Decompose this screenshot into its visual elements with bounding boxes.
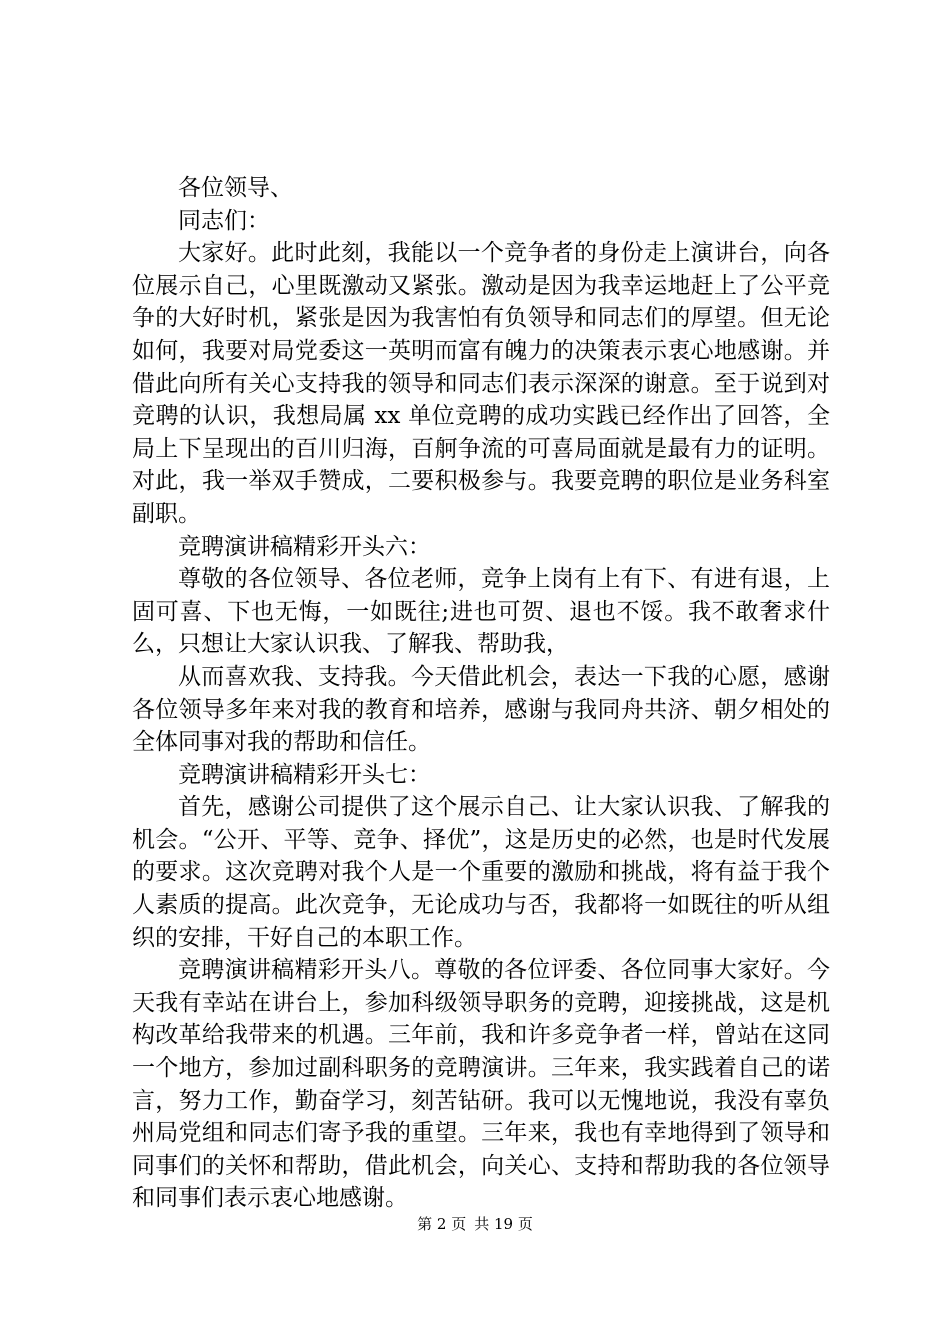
page-footer xyxy=(0,1214,950,1234)
paragraph-six-part-one: 尊敬的各位领导、各位老师，竞争上岗有上有下、有进有退，上固可喜、下也无悔，一如既往;进也可贺、退也不馁。我不敢奢求什么，只想让大家认识我、了解我、帮助我， xyxy=(132,566,830,658)
paragraph-salutation-leaders: 各位领导、 xyxy=(178,175,293,201)
page-number-total: 共 19 页 xyxy=(474,1215,533,1233)
paragraph-eight: 竞聘演讲稿精彩开头八。尊敬的各位评委、各位同事大家好。今天我有幸站在讲台上，参加科级领导职务的竞聘，迎接挑战，这是机构改革给我带来的机遇。三年前，我和许多竞争者一样，曾站在这同一个地方，参加过副科职务的竞聘演讲。三年来，我实践着自己的诺言，努力工作，勤奋学习，刻苦钻研。我可以无愧地说，我没有辜负州局党组和同志们寄予我的重望。三年来，我也有幸地得到了领导和同事们的关怀和帮助，借此机会，向关心、支持和帮助我的各位领导和同事们表示衷心地感谢。 xyxy=(132,957,830,1212)
page-number-current: 第 2 页 xyxy=(417,1215,467,1233)
paragraph-heading-seven: 竞聘演讲稿精彩开头七： xyxy=(178,761,431,788)
paragraph-salutation-comrades: 同志们： xyxy=(178,207,270,234)
paragraph-seven: 首先，感谢公司提供了这个展示自己、让大家认识我、了解我的机会。“公开、平等、竞争、择优”，这是历史的必然，也是时代发展的要求。这次竞聘对我个人是一个重要的激励和挑战，将有益于我个人素质的提高。此次竞争，无论成功与否，我都将一如既往的听从组织的安排，干好自己的本职工作。 xyxy=(132,794,830,951)
paragraph-opening: 大家好。此时此刻，我能以一个竞争者的身份走上演讲台，向各位展示自己，心里既激动又紧张。激动是因为我幸运地赶上了公平竞争的大好时机，紧张是因为我害怕有负领导和同志们的厚望。但无论如何，我要对局党委这一英明而富有魄力的决策表示衷心地感谢。并借此向所有关心支持我的领导和同志们表示深深的谢意。至于说到对竞聘的认识，我想局属 xx 单位竞聘的成功实践已经作出了回答，全局上下呈现出的百川归海，百舸争流的可喜局面就是最有力的证明。对此，我一举双手赞成，二要积极参与。我要竞聘的职位是业务科室副职。 xyxy=(132,240,830,527)
document-body xyxy=(132,172,830,1215)
paragraph-heading-six: 竞聘演讲稿精彩开头六： xyxy=(178,533,431,560)
paragraph-six-part-two: 从而喜欢我、支持我。今天借此机会，表达一下我的心愿，感谢各位领导多年来对我的教育和培养，感谢与我同舟共济、朝夕相处的全体同事对我的帮助和信任。 xyxy=(132,663,830,756)
